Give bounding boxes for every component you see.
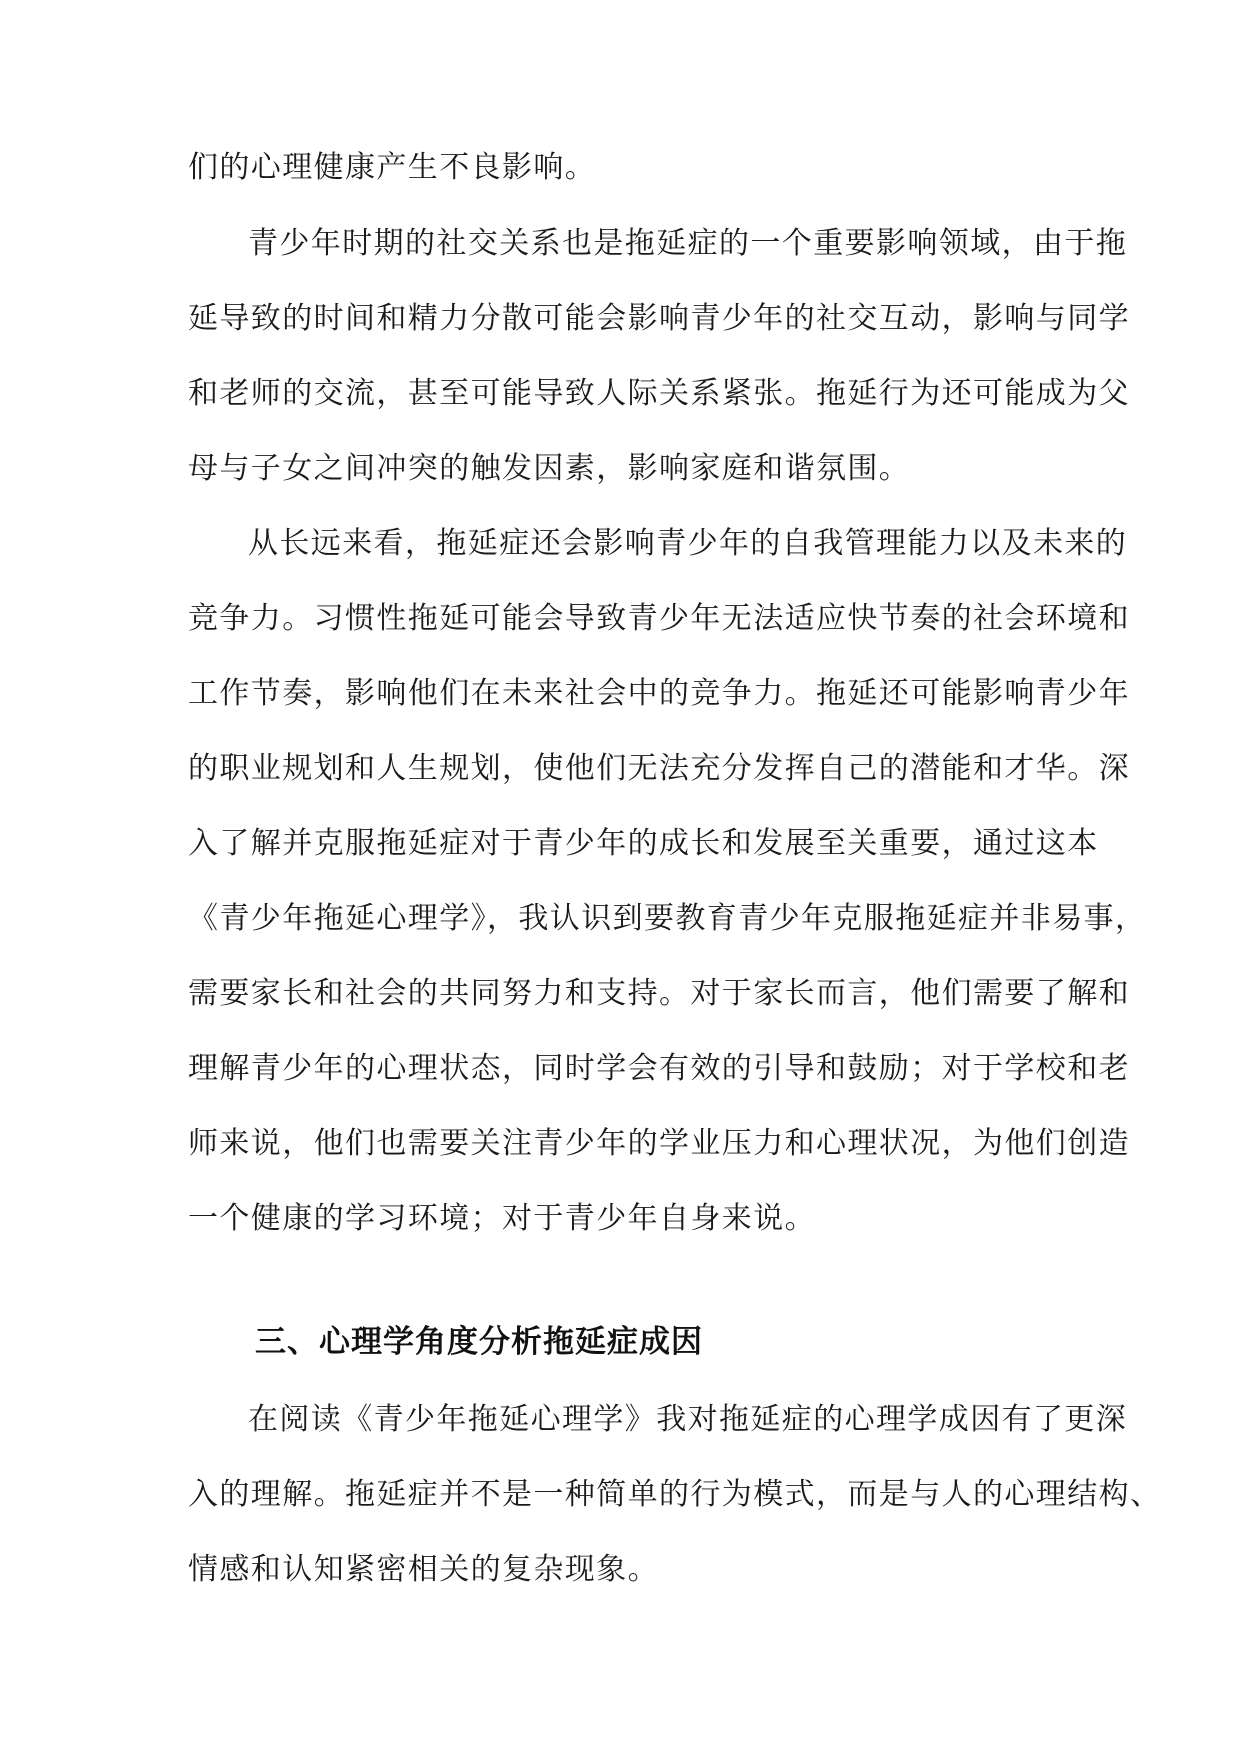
paragraph-3-line-8: 理解青少年的心理状态，同时学会有效的引导和鼓励；对于学校和老 [188,1051,1130,1086]
paragraph-3-line-10: 一个健康的学习环境；对于青少年自身来说。 [188,1201,816,1236]
paragraph-3-line-5: 入了解并克服拖延症对于青少年的成长和发展至关重要，通过这本 [188,826,1099,861]
paragraph-2-line-2: 延导致的时间和精力分散可能会影响青少年的社交互动，影响与同学 [188,301,1130,336]
paragraph-3-line-1: 从长远来看，拖延症还会影响青少年的自我管理能力以及未来的 [248,526,1128,561]
paragraph-4-line-3: 情感和认知紧密相关的复杂现象。 [188,1552,659,1587]
paragraph-2-line-4: 母与子女之间冲突的触发因素，影响家庭和谐氛围。 [188,451,911,486]
paragraph-3-line-3: 工作节奏，影响他们在未来社会中的竞争力。拖延还可能影响青少年 [188,676,1130,711]
paragraph-3-line-7: 需要家长和社会的共同努力和支持。对于家长而言，他们需要了解和 [188,976,1130,1011]
paragraph-3-line-9: 师来说，他们也需要关注青少年的学业压力和心理状况，为他们创造 [188,1126,1130,1161]
section-heading: 三、心理学角度分析拖延症成因 [255,1324,703,1360]
paragraph-2-line-1: 青少年时期的社交关系也是拖延症的一个重要影响领域，由于拖 [248,226,1128,261]
paragraph-3-line-4: 的职业规划和人生规划，使他们无法充分发挥自己的潜能和才华。深 [188,751,1130,786]
paragraph-2-line-3: 和老师的交流，甚至可能导致人际关系紧张。拖延行为还可能成为父 [188,376,1130,411]
paragraph-4-line-2: 入的理解。拖延症并不是一种简单的行为模式，而是与人的心理结构、 [188,1477,1162,1512]
paragraph-3-line-6: 《青少年拖延心理学》，我认识到要教育青少年克服拖延症并非易事， [188,901,1147,936]
paragraph-4-line-1: 在阅读《青少年拖延心理学》我对拖延症的心理学成因有了更深 [248,1402,1128,1437]
paragraph-1-line-1: 们的心理健康产生不良影响。 [188,150,597,185]
paragraph-3-line-2: 竞争力。习惯性拖延可能会导致青少年无法适应快节奏的社会环境和 [188,601,1130,636]
